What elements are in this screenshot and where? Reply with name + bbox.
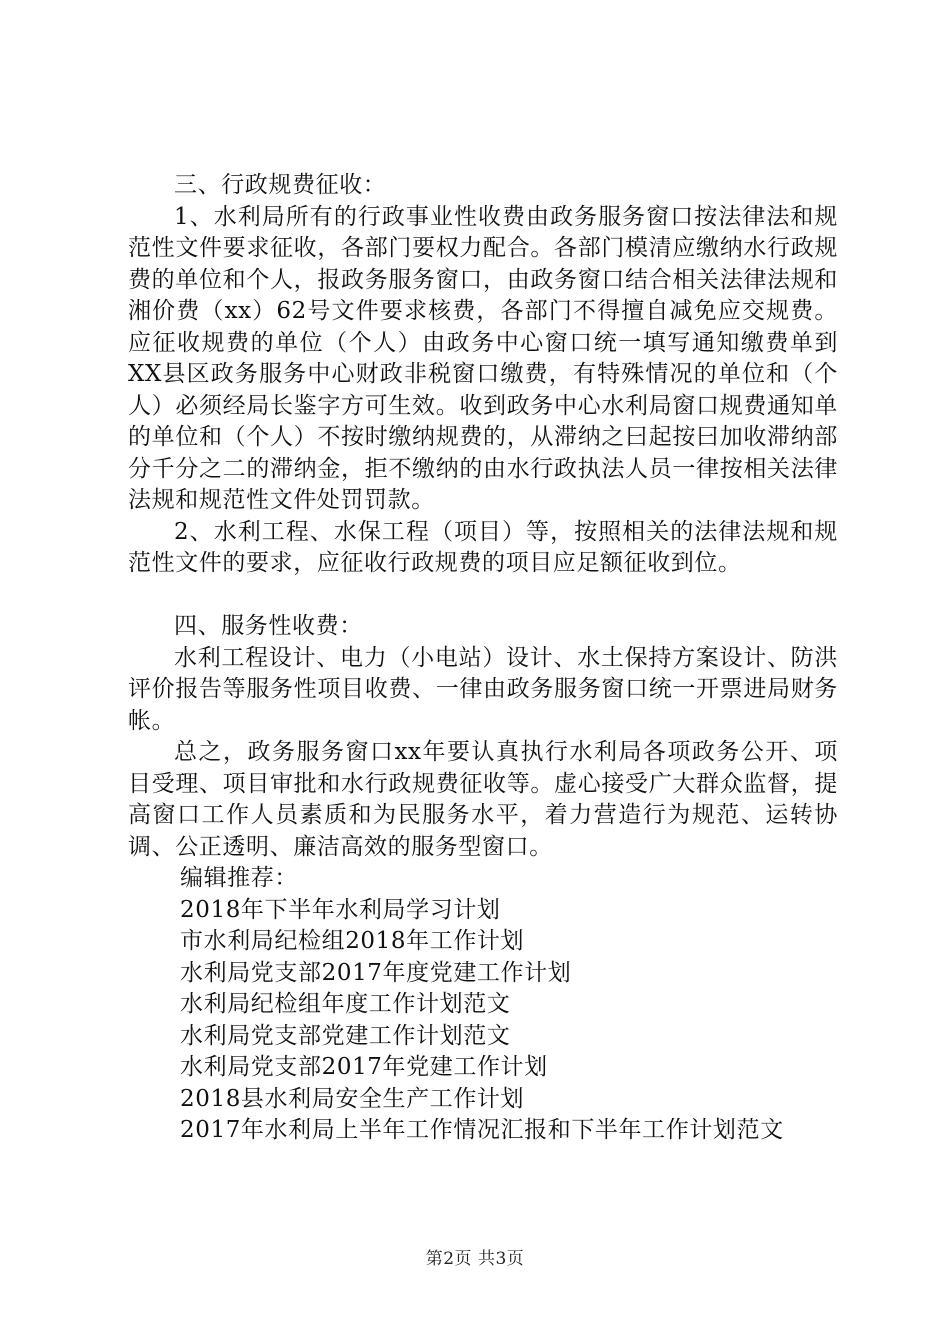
section-3-paragraph-2: 2、水利工程、水保工程（项目）等，按照相关的法律法规和规范性文件的要求，应征收行政规费的项目应足额征收到位。 — [128, 518, 838, 576]
recommend-list — [128, 895, 838, 1147]
recommend-link[interactable]: 水利局党支部2017年度党建工作计划 — [180, 959, 572, 986]
recommend-link[interactable]: 水利局党支部党建工作计划范文 — [180, 1022, 511, 1049]
document-body — [128, 170, 838, 1147]
recommend-title: 编辑推荐： — [180, 865, 298, 891]
section-3-heading: 三、行政规费征收： — [174, 172, 387, 198]
recommend-link[interactable]: 2018年下半年水利局学习计划 — [180, 896, 501, 923]
recommend-link[interactable]: 2017年水利局上半年工作情况汇报和下半年工作计划范文 — [180, 1117, 784, 1143]
recommend-link[interactable]: 2018县水利局安全生产工作计划 — [180, 1085, 525, 1112]
page-number-footer: 第2页 共3页 — [425, 1249, 525, 1269]
recommend-link[interactable]: 水利局党支部2017年党建工作计划 — [180, 1054, 548, 1080]
section-3-paragraph-1: 1、水利局所有的行政事业性收费由政务服务窗口按法律法和规范性文件要求征收，各部门要权力配合。各部门模清应缴纳水行政规费的单位和个人，报政务服务窗口，由政务窗口结合相关法律法规和湘价费（xx）62号文件要求核费，各部门不得擅自减免应交规费。应征收规费的单位（个人）由政务中心窗口统一填写通知缴费单到XX县区政务服务中心财政非税窗口缴费，有特殊情况的单位和（个人）必须经局长鉴字方可生效。收到政务中心水利局窗口规费通知单的单位和（个人）不按时缴纳规费的，从滞纳之曰起按曰加收滞纳部分千分之二的滞纳金，拒不缴纳的由水行政执法人员一律按相关法律法规和规范性文件处罚罚款。 — [128, 203, 838, 513]
recommend-link[interactable]: 市水利局纪检组2018年工作计划 — [180, 928, 525, 954]
paragraph-gap — [128, 580, 838, 612]
section-4-heading: 四、服务性收费： — [174, 613, 363, 639]
section-4-paragraph-1: 水利工程设计、电力（小电站）设计、水土保持方案设计、防洪评价报告等服务性项目收费、一律由政务服务窗口统一开票进局财务帐。 — [128, 644, 838, 734]
recommend-link[interactable]: 水利局纪检组年度工作计划范文 — [180, 991, 511, 1017]
section-4-paragraph-2: 总之，政务服务窗口xx年要认真执行水利局各项政务公开、项目受理、项目审批和水行政规费征收等。虚心接受广大群众监督，提高窗口工作人员素质和为民服务水平，着力营造行为规范、运转协调、公正透明、廉洁高效的服务型窗口。 — [128, 739, 838, 860]
